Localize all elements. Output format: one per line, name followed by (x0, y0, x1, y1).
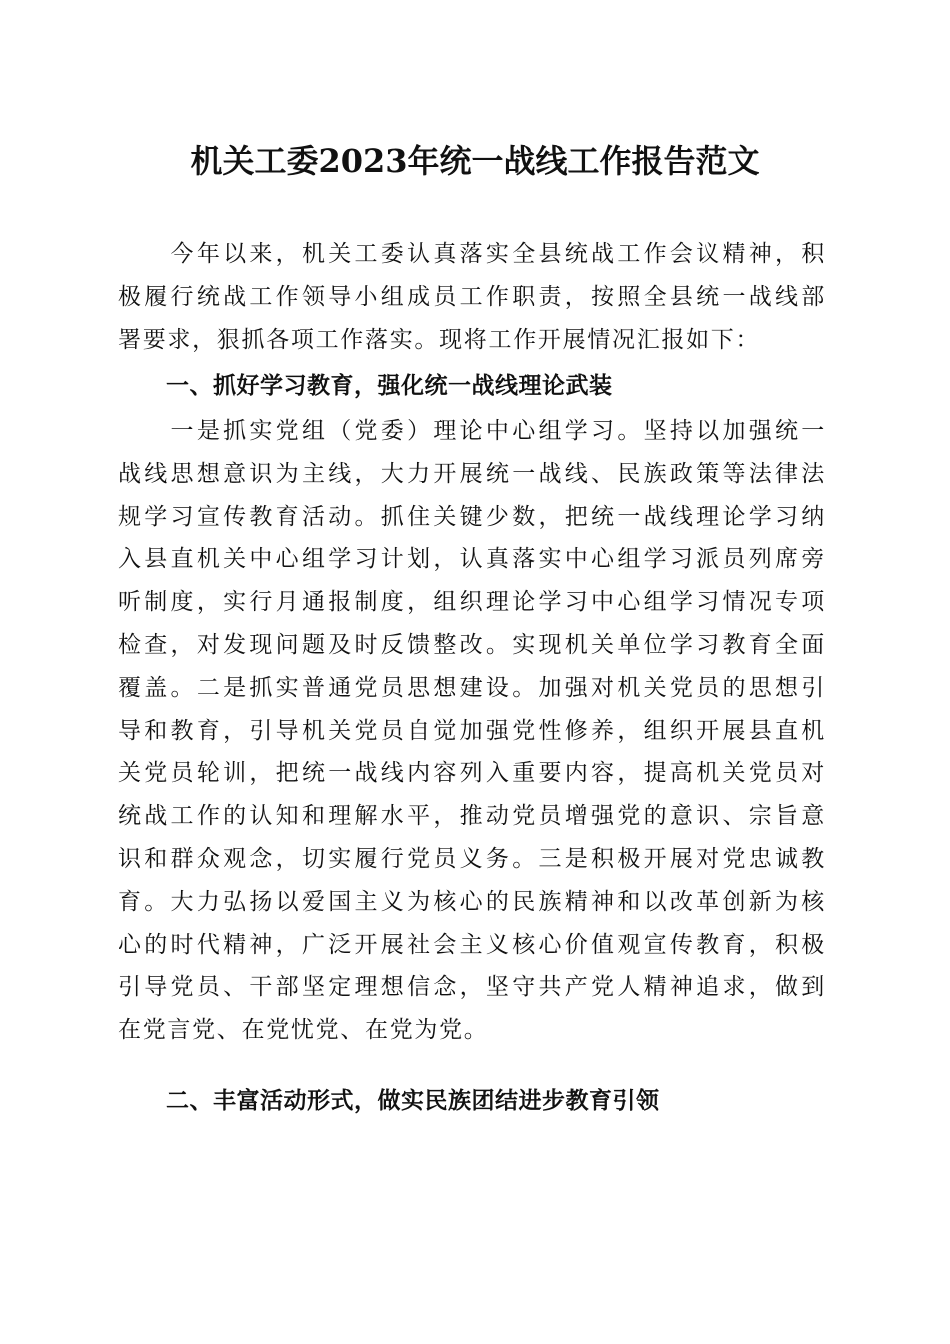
section-heading-2: 二、丰富活动形式，做实民族团结进步教育引领 (166, 1088, 660, 1114)
paragraph-line: 听制度，实行月通报制度，组织理论学习中心组学习情况专项 (118, 589, 826, 616)
paragraph-line: 覆盖。二是抓实普通党员思想建设。加强对机关党员的思想引 (118, 674, 826, 701)
intro-paragraph (118, 233, 826, 361)
paragraph-line: 在党言党、在党忧党、在党为党。 (118, 1017, 489, 1044)
paragraph-line: 统战工作的认知和理解水平，推动党员增强党的意识、宗旨意 (118, 803, 826, 830)
section-heading-1: 一、抓好学习教育，强化统一战线理论武装 (166, 373, 613, 399)
paragraph-line: 一是抓实党组（党委）理论中心组学习。坚持以加强统一 (118, 418, 826, 444)
paragraph-line: 署要求，狠抓各项工作落实。现将工作开展情况汇报如下： (118, 326, 761, 353)
paragraph-line: 引导党员、干部坚定理想信念，坚守共产党人精神追求，做到 (118, 974, 826, 1001)
paragraph-line: 识和群众观念，切实履行党员义务。三是积极开展对党忠诚教 (118, 845, 826, 872)
paragraph-line: 战线思想意识为主线，大力开展统一战线、民族政策等法律法 (118, 460, 826, 487)
document-title: 机关工委2023年统一战线工作报告范文 (190, 142, 760, 180)
paragraph-line: 关党员轮训，把统一战线内容列入重要内容，提高机关党员对 (118, 760, 826, 787)
paragraph-line: 心的时代精神，广泛开展社会主义核心价值观宣传教育，积极 (118, 931, 826, 958)
paragraph-line: 极履行统战工作领导小组成员工作职责，按照全县统一战线部 (118, 283, 826, 310)
paragraph-line: 入县直机关中心组学习计划，认真落实中心组学习派员列席旁 (118, 546, 826, 573)
paragraph-line: 规学习宣传教育活动。抓住关键少数，把统一战线理论学习纳 (118, 503, 826, 530)
paragraph-line: 导和教育，引导机关党员自觉加强党性修养，组织开展县直机 (118, 717, 826, 744)
paragraph-line: 今年以来，机关工委认真落实全县统战工作会议精神，积 (118, 241, 826, 267)
paragraph-line: 育。大力弘扬以爱国主义为核心的民族精神和以改革创新为核 (118, 888, 826, 915)
paragraph-line: 检查，对发现问题及时反馈整改。实现机关单位学习教育全面 (118, 631, 826, 658)
section-1-paragraph (118, 410, 826, 1052)
